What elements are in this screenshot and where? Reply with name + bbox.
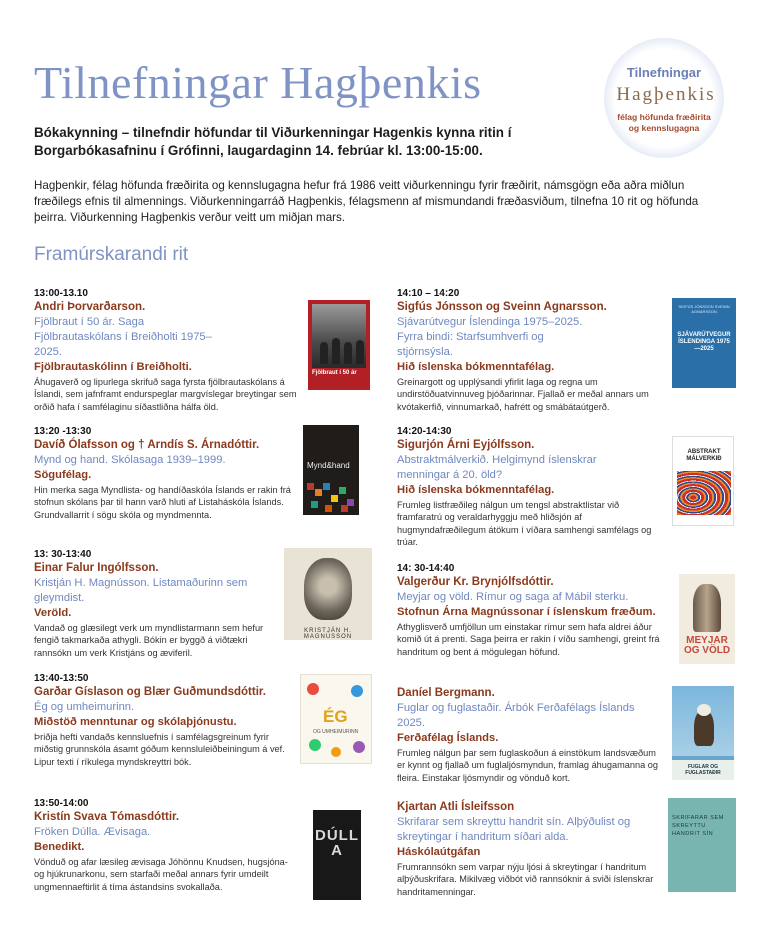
cover-photo — [312, 304, 366, 368]
entry-fjolbraut — [34, 287, 306, 413]
entry-time: 14:20-14:30 — [397, 426, 452, 437]
entry-abstraktmalverkid — [397, 425, 659, 549]
book-cover-fuglar — [672, 686, 734, 780]
logo-line-1: Tilnefningar — [626, 65, 702, 80]
entry-time: 13:00-13.10 — [34, 288, 88, 299]
entry-description: Áhugaverð og lipurlega skrifuð saga fyrsta fjölbrautaskólans á Íslandi, sem jafnframt endurspeglar margvíslegar breytingar sem orðið hafa í samfélaginu síðastliðna hálfa öld. — [34, 377, 297, 412]
entry-publisher: Hið íslenska bókmenntafélag. — [397, 361, 555, 373]
cover-portrait — [304, 558, 352, 620]
entry-description: Athyglisverð umfjöllun um einstakar rímur sem hafa aldrei áður komið út á prenti. Saga þeirra er rakin í víðu samhengi, greint frá handritum og bent á mögulegan höfund. — [397, 622, 660, 657]
cover-title: KRISTJÁN H. MAGNÚSSON — [303, 628, 353, 640]
cover-title: DÚLLA — [315, 827, 359, 859]
cover-title: Fjölbraut í 50 ár — [312, 370, 357, 376]
entry-time: 14:10 – 14:20 — [397, 288, 460, 299]
logo-line-3b: og kennslugagna — [628, 123, 700, 133]
logo-line-3 — [604, 112, 724, 134]
entry-description: Vandað og glæsilegt verk um myndlistarmann sem hefur fengið takmarkaða athygli. Bókin er byggð á viðtækri rannsókn um verk Kristjáns og æviferil. — [34, 623, 264, 658]
entry-publisher: Benedikt. — [34, 841, 85, 853]
entry-publisher: Háskólaútgáfan — [397, 846, 481, 858]
cover-title: ÉG — [323, 707, 348, 726]
entry-book-title: Ég og umheimurinn. — [34, 701, 135, 713]
entry-book-title: Meyjar og völd. Rímur og saga af Mábil sterku. — [397, 591, 629, 603]
entry-description: Hin merka saga Myndlista- og handíðaskóla Íslands er rakin frá stofnun skólans þar til hann varð hluti af Listaháskóla Íslands. Grundvallarrit í sögu skóla og myndmennta. — [34, 485, 291, 520]
entry-time: 14: 30-14:40 — [397, 563, 455, 574]
entry-description: Frumleg nálgun þar sem fuglaskoðun á einstökum landsvæðum er kynnt og fjallað um fuglaljósmyndun, framlag áhugamanna og fleira. Einstakar ljósmyndir og vönduð kort. — [397, 748, 658, 783]
entry-book-title: Fröken Dúlla. Ævisaga. — [34, 826, 151, 838]
entry-book-title: Mynd og hand. Skólasaga 1939–1999. — [34, 454, 226, 466]
entry-book-title: Sjávarútvegur Íslendinga 1975–2025. Fyrra bindi: Starfsumhverfi og stjórnsýsla. — [397, 316, 583, 358]
entry-book-title: Fuglar og fuglastaðir. Árbók Ferðafélags Íslands 2025. — [397, 702, 635, 729]
entry-publisher: Sögufélag. — [34, 469, 92, 481]
cover-artwork — [677, 471, 731, 515]
book-cover-fjolbraut — [308, 300, 370, 390]
page-title: Tilnefningar Hagþenkis — [34, 57, 482, 108]
entry-description: Frumleg listfræðileg nálgun um tengsl abstraktlistar við framfaratrú og veraldarhyggju með hliðsjón af hugmyndafræðilegum átökum í víðara samhengi samfélags og trúar. — [397, 500, 652, 548]
book-cover-eg — [300, 674, 372, 764]
book-cover-mynd-og-hand — [303, 425, 359, 515]
entry-publisher: Fjölbrautaskólinn í Breiðholti. — [34, 361, 192, 373]
cover-title: Mynd&hand — [307, 461, 350, 470]
entry-author: Davíð Ólafsson og † Arndís S. Árnadóttir. — [34, 439, 260, 451]
entry-author: Einar Falur Ingólfsson. — [34, 562, 159, 574]
entry-publisher: Ferðafélag Íslands. — [397, 732, 499, 744]
entry-publisher: Veröld. — [34, 607, 72, 619]
entry-publisher: Stofnun Árna Magnússonar í íslenskum fræðum. — [397, 606, 656, 618]
cover-statue — [693, 584, 721, 632]
entry-skrifarar — [397, 800, 659, 898]
cover-authors: SIGFÚS JÓNSSON SVEINN AGNARSSON — [678, 304, 730, 314]
event-subtitle: Bókakynning – tilnefndir höfundar til Viðurkenningar Hagenkis kynna ritin í Borgarbókasafninu í Grófinni, laugardaginn 14. febrúar kl. 13:00-15:00. — [34, 125, 512, 158]
logo-line-3a: félag höfunda fræðirita — [617, 112, 711, 122]
entry-time: 13: 30-13:40 — [34, 549, 92, 560]
logo-line-2: Hagþenkis — [616, 84, 716, 105]
book-cover-dulla — [313, 810, 361, 900]
entry-author: Garðar Gíslason og Blær Guðmundsdóttir. — [34, 686, 266, 698]
entry-kristjan — [34, 548, 282, 659]
cover-title: SJÁVARÚTVEGUR ÍSLENDINGA 1975—2025 — [677, 332, 731, 352]
cover-title: SKRIFARAR SEM SKREYTTU HANDRIT SÍN — [672, 815, 724, 837]
entry-author: Daníel Bergmann. — [397, 687, 495, 699]
entry-book-title: Kristján H. Magnússon. Listamaðurinn sem gleymdist. — [34, 577, 248, 604]
entry-author: Valgerður Kr. Brynjólfsdóttir. — [397, 576, 554, 588]
intro-paragraph: Hagþenkir, félag höfunda fræðirita og kennslugagna hefur frá 1986 veitt viðurkenningu fyrir fræðirit, námsgögn eða aðra miðlun fræðilegs efnis til almennings. Viðurkenningarráð Hagþenkis, félagsmenn af mismundandi fræðasviðum, tilnefna 10 rit og höfunda þeirra. Viðurkenning Hagþenkis verður veitt um miðjan mars. — [34, 179, 699, 224]
entry-time: 13:20 -13:30 — [34, 426, 92, 437]
book-cover-meyjar — [679, 574, 735, 664]
entry-description: Þriðja hefti vandaðs kennsluefnis í samfélagsgreinum fyrir miðstig grunnskóla ásamt góðum kennsluleiðbeiningum á vef. Lipur texti í ríkulega myndskreyttri bók. — [34, 732, 285, 767]
entry-eg-og-umheimurinn — [34, 672, 296, 768]
book-cover-sjavarutvegur — [672, 298, 736, 388]
entry-author: Sigurjón Árni Eyjólfsson. — [397, 439, 535, 451]
section-heading: Framúrskarandi rit — [34, 244, 189, 265]
entry-book-title: Fjölbraut í 50 ár. Saga Fjölbrautaskólans í Breiðholti 1975–2025. — [34, 316, 212, 358]
entry-author: Sigfús Jónsson og Sveinn Agnarsson. — [397, 301, 607, 313]
entry-book-title: Skrifarar sem skreyttu handrit sín. Alþýðulist og skreytingar í handritum síðari alda. — [397, 816, 631, 843]
book-cover-kristjan — [284, 548, 372, 640]
entry-froken-dulla — [34, 797, 300, 893]
entry-description: Vönduð og afar læsileg ævisaga Jóhönnu Knudsen, hugsjóna- og hjúkrunarkonu, sem starfaði meðal annars fyrir umdeilt ungmennaeftirlit á tíma ástandsins svokallaða. — [34, 857, 288, 892]
entry-publisher: Miðstöð menntunar og skólaþjónustu. — [34, 716, 237, 728]
cover-title: FUGLAR OG FUGLASTAÐIR — [672, 760, 734, 780]
entry-author: Andri Þorvarðarson. — [34, 301, 146, 313]
entry-author: Kristín Svava Tómasdóttir. — [34, 811, 180, 823]
entry-time: 13:50-14:00 — [34, 798, 89, 809]
cover-title: MEYJAR OG VÖLD — [683, 635, 731, 656]
entry-author: Kjartan Atli Ísleifsson — [397, 801, 515, 813]
cover-subtitle: OG UMHEIMURINN — [313, 729, 359, 735]
cover-title: ABSTRAKT MÁLVERKIÐ — [686, 449, 722, 462]
entry-meyjar-og-vold — [397, 562, 673, 658]
entry-mynd-og-hand — [34, 425, 296, 521]
entry-description: Greinargott og upplýsandi yfirlit laga og regna um undirstöðuatvinnuveg þjóðarinnar. Fjallað er meðal annars um kvótakerfið, vinnumarkað, hafrétt og smábátaútgerð. — [397, 377, 649, 412]
entry-description: Frumrannsókn sem varpar nýju ljósi á skreytingar í handritum alþýðuskrifara. Mikilvæg viðbót við rannsóknir á sviði íslenskrar handritamenningar. — [397, 862, 654, 897]
book-cover-abstrakt — [672, 436, 734, 526]
hagthenkir-logo — [604, 38, 724, 158]
entry-publisher: Hið íslenska bókmenntafélag. — [397, 484, 555, 496]
entry-time: 13:40-13:50 — [34, 673, 89, 684]
entry-book-title: Abstraktmálverkið. Helgimynd íslenskrar menningar á 20. öld? — [397, 454, 597, 481]
entry-sjavarutvegur — [397, 287, 657, 413]
entry-fuglar — [397, 686, 663, 784]
book-cover-skrifarar — [668, 798, 736, 892]
